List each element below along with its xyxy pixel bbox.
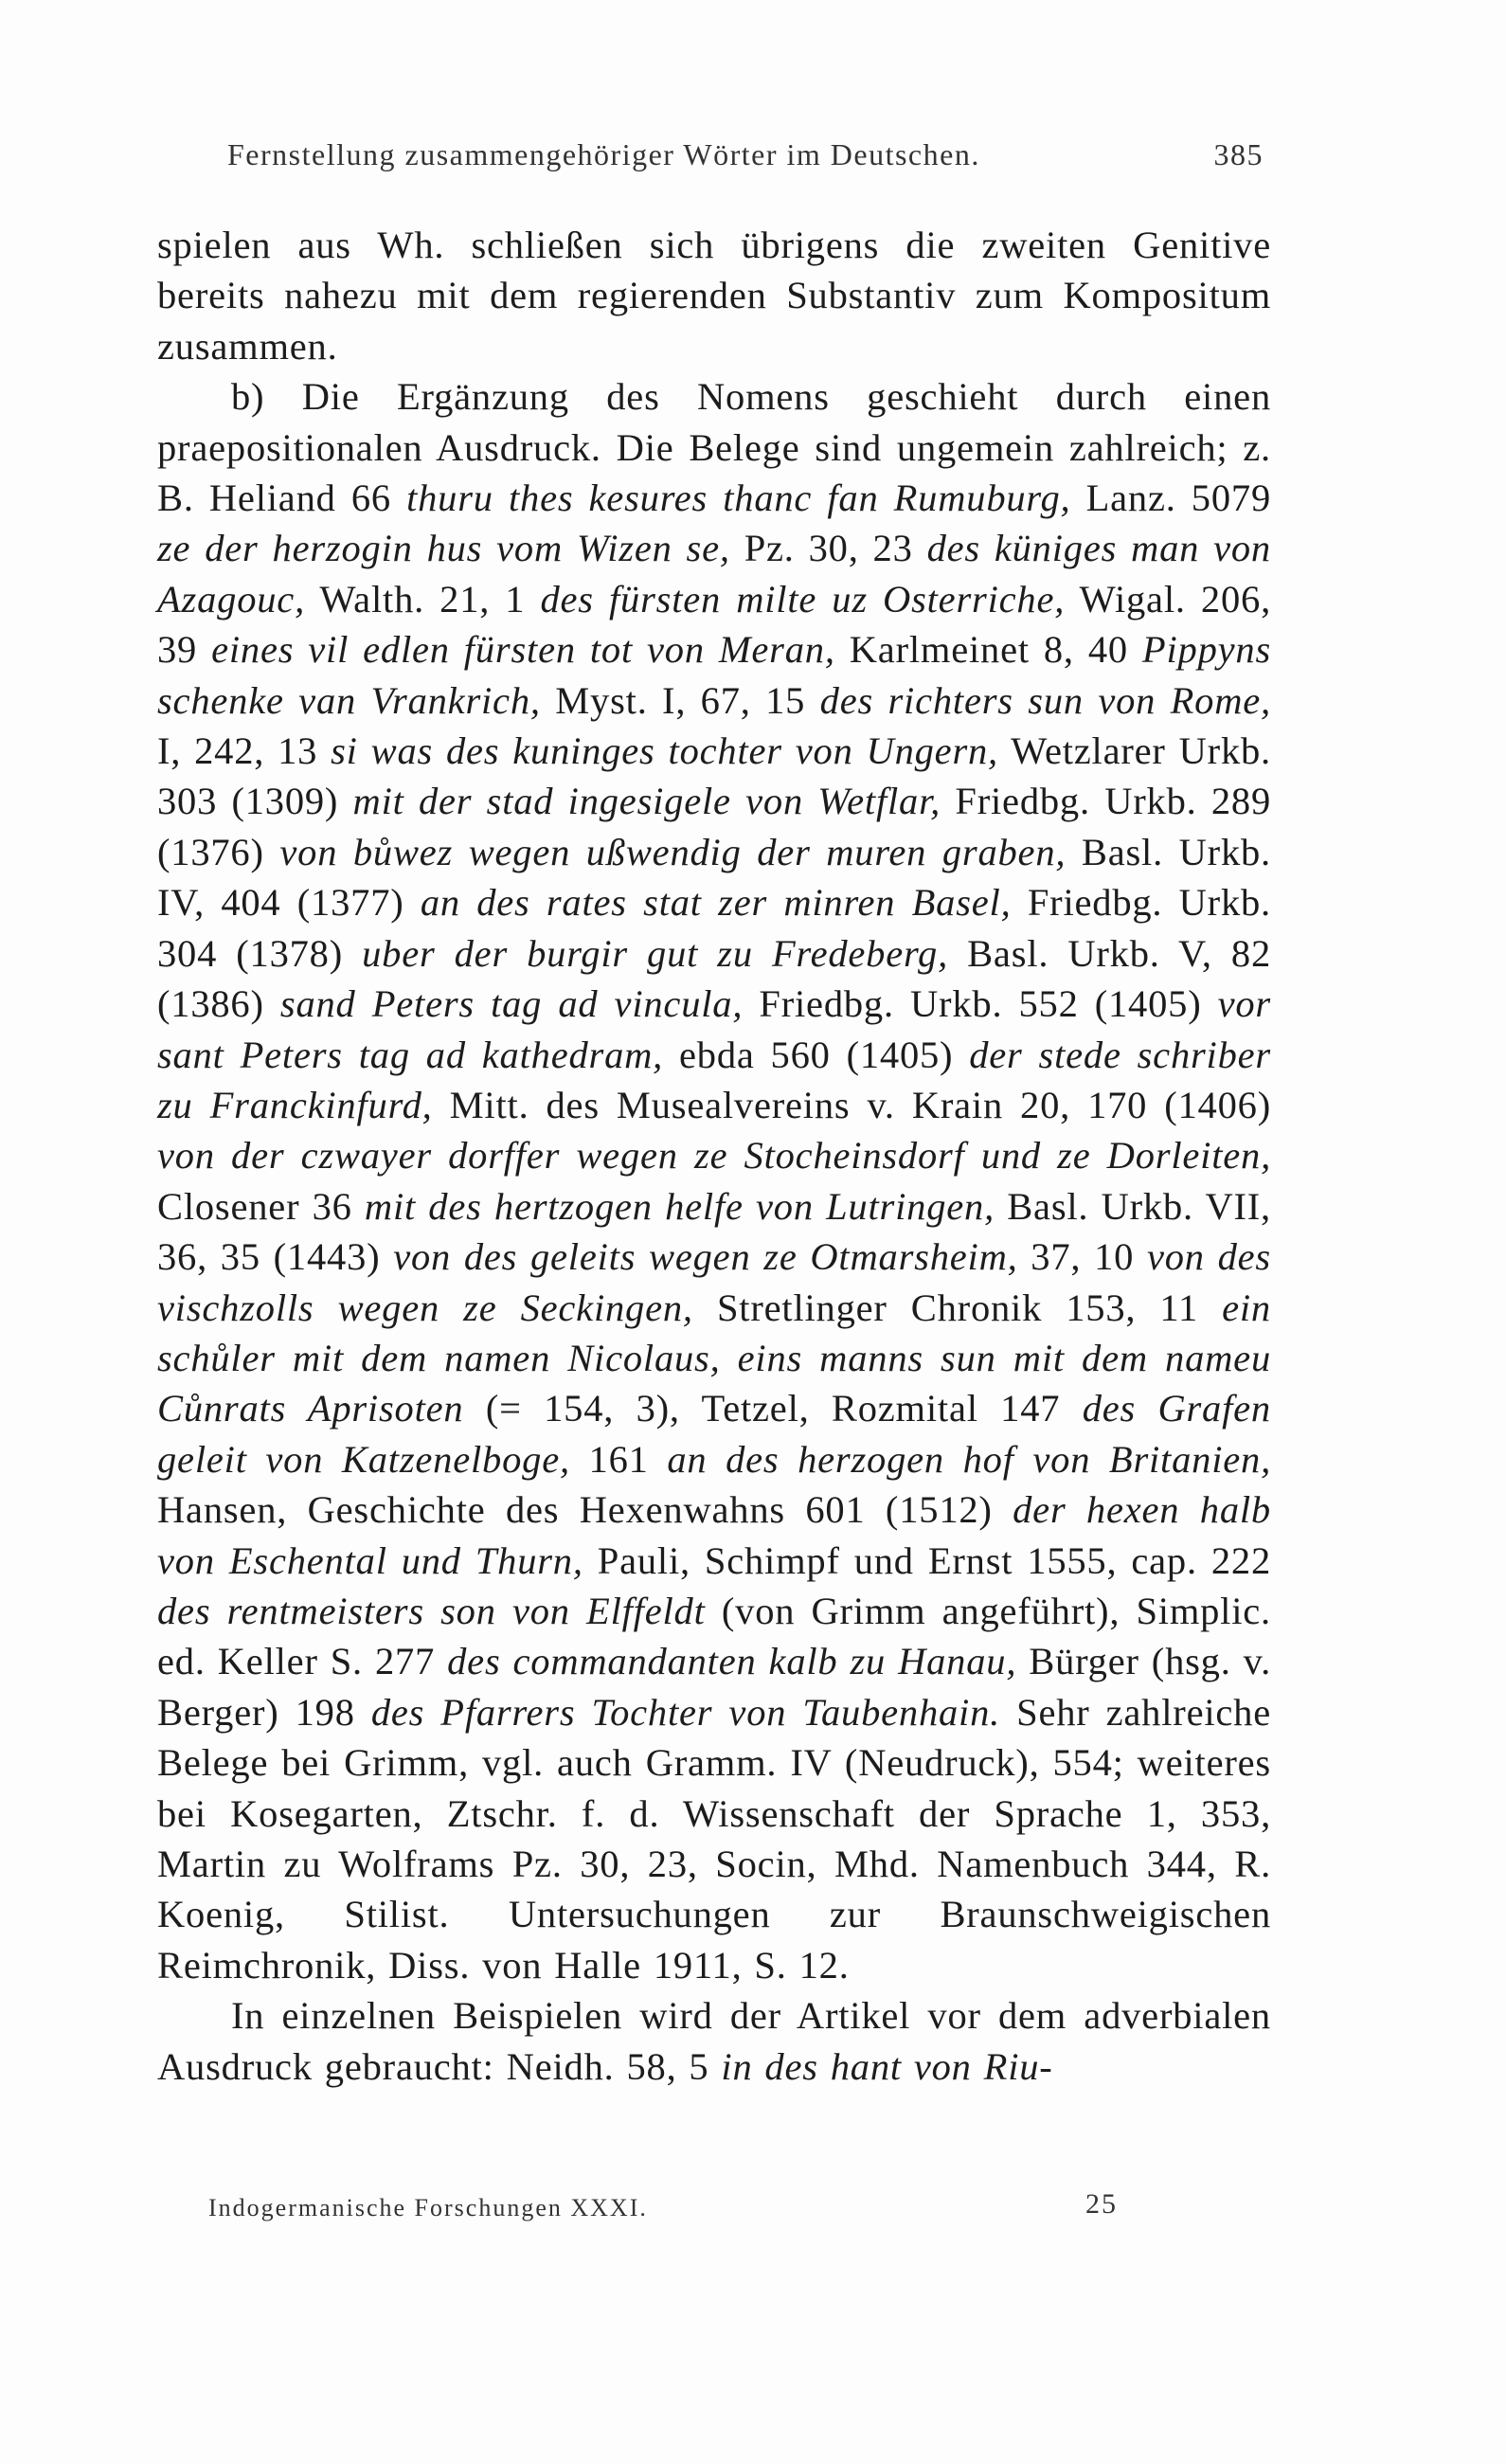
citation-quote: ze der herzogin hus vom Wizen se, xyxy=(157,527,730,570)
text-run: spielen aus Wh. schließen sich übrigens die zweiten Genitive bereits nahezu mit dem regierenden Substantiv zum Kompositum zusammen. xyxy=(157,224,1271,368)
text-run: Myst. I, 67, 15 xyxy=(540,678,820,722)
citation-quote: mit des hertzogen helfe von Lutringen, xyxy=(364,1184,995,1228)
text-run: Closener 36 xyxy=(157,1184,365,1228)
citation-quote: vor sant Peters tag ad kathedram, xyxy=(157,982,1271,1076)
page-number: 385 xyxy=(1213,137,1264,171)
citation-quote: von der czwayer dorffer wegen ze Stocheinsdorf und ze Dorleiten, xyxy=(157,1134,1271,1178)
citation-quote: an des rates stat zer minren Basel, xyxy=(420,881,1012,925)
citation-quote: des küniges man von Azagouc, xyxy=(157,527,1271,620)
citation-quote: si was des kuninges tochter von Ungern, xyxy=(331,729,998,773)
text-run: I, 242, 13 xyxy=(157,729,332,773)
text-run: Pauli, Schimpf und Ernst 1555, cap. 222 xyxy=(583,1538,1272,1582)
text-run: Friedbg. Urkb. 552 (1405) xyxy=(743,982,1218,1026)
citation-quote: von des vischzolls wegen ze Seckingen, xyxy=(157,1235,1271,1329)
text-run: Sehr zahlreiche Belege bei Grimm, vgl. auch Gramm. IV (Neudruck), 554; weiteres bei Kosegarten, Ztschr. f. d. Wissenschaft der Sprache 1, 353, Martin zu Wolframs Pz. 30, 23, Socin, Mhd. Namenbuch 344, R. Koenig, Stilist. Untersuchungen zur Braunschweigischen Reimchronik, Diss. von Halle 1911, S. 12. xyxy=(157,1690,1272,1987)
citation-quote: des rentmeisters son von Elffeldt xyxy=(157,1589,706,1632)
citation-quote: des Grafen geleit von Katzenelboge, xyxy=(157,1387,1271,1481)
citation-quote: des commandanten kalb zu Hanau, xyxy=(447,1640,1017,1683)
citation-quote: sand Peters tag ad vincula, xyxy=(279,982,744,1026)
text-run: Hansen, Geschichte des Hexenwahns 601 (1512) xyxy=(157,1488,1013,1532)
paragraph-continuation xyxy=(157,220,1271,371)
paragraph-article-examples xyxy=(157,1990,1271,2092)
citation-quote: in des hant von Riu- xyxy=(721,2044,1053,2088)
text-run: (= 154, 3), Tetzel, Rozmital 147 xyxy=(463,1387,1083,1430)
text-run: Bürger (hsg. v. Berger) 198 xyxy=(157,1640,1271,1734)
page-footer xyxy=(208,2188,1118,2226)
text-run: b) Die Ergänzung des Nomens geschieht durch einen praepositionalen Ausdruck. Die Belege sind ungemein zahlreich; z. B. Heliand 66 xyxy=(157,375,1271,520)
text-run: Wetzlarer Urkb. 303 (1309) xyxy=(157,729,1271,823)
citation-quote: der stede schriber zu Franckinfurd, xyxy=(157,1033,1271,1126)
text-run: 161 xyxy=(569,1437,668,1481)
body-text xyxy=(157,220,1271,2092)
citation-quote: des Pfarrers Tochter von Taubenhain. xyxy=(370,1690,1001,1734)
text-run: Basl. Urkb. V, 82 (1386) xyxy=(157,931,1271,1026)
text-run: Basl. Urkb. IV, 404 (1377) xyxy=(157,830,1271,925)
citation-quote: ein schůler mit dem namen Nicolaus, eins manns sun mit dem nameu Cůnrats Aprisoten xyxy=(157,1286,1271,1430)
text-run: ebda 560 (1405) xyxy=(663,1033,970,1076)
text-run: Lanz. 5079 xyxy=(1070,477,1271,520)
citation-quote: der hexen halb von Eschental und Thurn, xyxy=(157,1488,1271,1582)
citation-quote: des fürsten milte uz Osterriche, xyxy=(540,577,1066,620)
citation-quote: von bůwez wegen ußwendig der muren graben, xyxy=(279,830,1067,873)
citation-quote: eines vil edlen fürsten tot von Meran, xyxy=(211,628,835,672)
citation-quote: mit der stad ingesigele von Wetflar, xyxy=(352,780,941,823)
citation-quote: von des geleits wegen ze Otmarsheim, xyxy=(393,1235,1018,1279)
text-run: Wigal. 206, 39 xyxy=(157,577,1271,672)
citation-quote: Pippyns schenke van Vrankrich, xyxy=(157,628,1271,722)
text-run: Basl. Urkb. VII, 36, 35 (1443) xyxy=(157,1184,1271,1279)
citation-quote: des richters sun von Rome, xyxy=(819,678,1271,722)
journal-title: Indogermanische Forschungen XXXI. xyxy=(208,2194,648,2221)
signature-mark: 25 xyxy=(1085,2188,1118,2220)
text-run: Pz. 30, 23 xyxy=(729,527,927,570)
running-head-title: Fernstellung zusammengehöriger Wörter im Deutschen. xyxy=(227,137,980,171)
running-head xyxy=(227,137,1264,185)
text-run: Friedbg. Urkb. 304 (1378) xyxy=(157,881,1271,975)
paragraph-b-examples xyxy=(157,371,1271,1990)
text-run: 37, 10 xyxy=(1017,1235,1147,1279)
text-run: (von Grimm angeführt), Simplic. ed. Keller S. 277 xyxy=(157,1589,1271,1683)
text-run: Karlmeinet 8, 40 xyxy=(834,628,1142,672)
text-run: Friedbg. Urkb. 289 (1376) xyxy=(157,780,1271,873)
text-run: Walth. 21, 1 xyxy=(305,577,541,620)
text-run: Mitt. des Musealvereins v. Krain 20, 170 (1406) xyxy=(432,1083,1271,1126)
citation-quote: an des herzogen hof von Britanien, xyxy=(667,1437,1272,1481)
text-run: Stretlinger Chronik 153, 11 xyxy=(692,1286,1223,1329)
text-run: In einzelnen Beispielen wird der Artikel vor dem adverbialen Ausdruck gebraucht: Neidh. 58, 5 xyxy=(157,1994,1271,2088)
citation-quote: uber der burgir gut zu Fredeberg, xyxy=(362,931,949,975)
citation-quote: thuru thes kesures thanc fan Rumuburg, xyxy=(406,477,1071,520)
